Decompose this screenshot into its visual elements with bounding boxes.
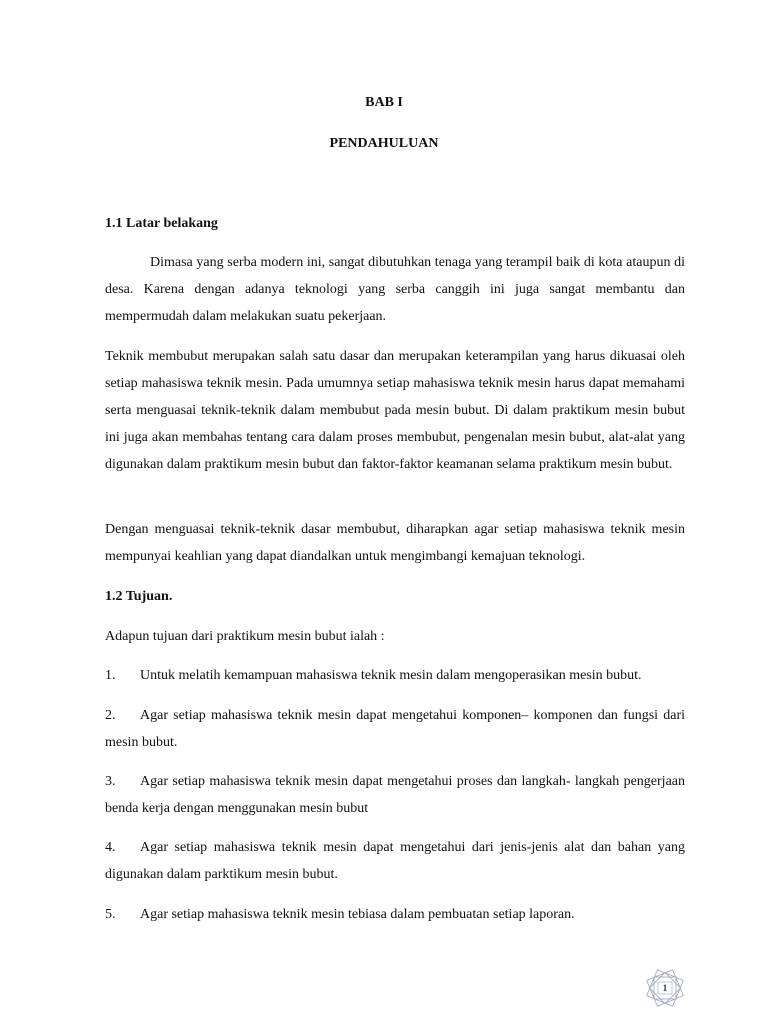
list-item-text: Agar setiap mahasiswa teknik mesin dapat mengetahui komponen– komponen dan fungsi dari mesin bubut. [105,708,685,750]
page-number-badge [645,968,685,1008]
paragraph-3: Dengan menguasai teknik-teknik dasar membubut, diharapkan agar setiap mahasiswa teknik mesin mempunyai keahlian yang dapat diandalkan untuk mengimbangi kemajuan teknologi. [105,522,685,564]
list-item [105,662,685,689]
section-heading-tujuan: 1.2 Tujuan. [105,589,173,604]
chapter-number: BAB I [365,95,403,110]
list-item-number: 4. [105,840,116,855]
list-item [105,768,685,822]
list-item-number: 2. [105,708,116,723]
page-number: 1 [662,983,668,993]
list-item-text: Agar setiap mahasiswa teknik mesin tebiasa dalam pembuatan setiap laporan. [140,907,575,922]
list-item [105,702,685,756]
list-item-text: Agar setiap mahasiswa teknik mesin dapat mengetahui proses dan langkah- langkah pengerjaan benda kerja dengan menggunakan mesin bubut [105,774,685,816]
list-item-text: Untuk melatih kemampuan mahasiswa teknik mesin dalam mengoperasikan mesin bubut. [140,668,642,683]
list-item-number: 3. [105,774,116,789]
paragraph-2: Teknik membubut merupakan salah satu dasar dan merupakan keterampilan yang harus dikuasai oleh setiap mahasiswa teknik mesin. Pada umumnya setiap mahasiswa teknik mesin harus dapat memahami serta menguasai teknik-teknik dalam membubut pada mesin bubut. Di dalam praktikum mesin bubut ini juga akan membahas tentang cara dalam proses membubut, pengenalan mesin bubut, alat-alat yang digunakan dalam praktikum mesin bubut dan faktor-faktor keamanan selama praktikum mesin bubut. [105,349,685,472]
paragraph-1: Dimasa yang serba modern ini, sangat dibutuhkan tenaga yang terampil baik di kota ataupun di desa. Karena dengan adanya teknologi yang serba canggih ini juga sangat membantu dan mempermudah dalam melakukan suatu pekerjaan. [105,255,685,324]
list-item [105,834,685,888]
chapter-title: PENDAHULUAN [329,136,439,151]
list-item-number: 5. [105,907,116,922]
list-item-number: 1. [105,668,116,683]
list-item-text: Agar setiap mahasiswa teknik mesin dapat mengetahui dari jenis-jenis alat dan bahan yang digunakan dalam parktikum mesin bubut. [105,840,685,882]
list-item [105,901,685,928]
section-heading-latar-belakang: 1.1 Latar belakang [105,216,218,231]
tujuan-intro: Adapun tujuan dari praktikum mesin bubut ialah : [105,629,385,644]
